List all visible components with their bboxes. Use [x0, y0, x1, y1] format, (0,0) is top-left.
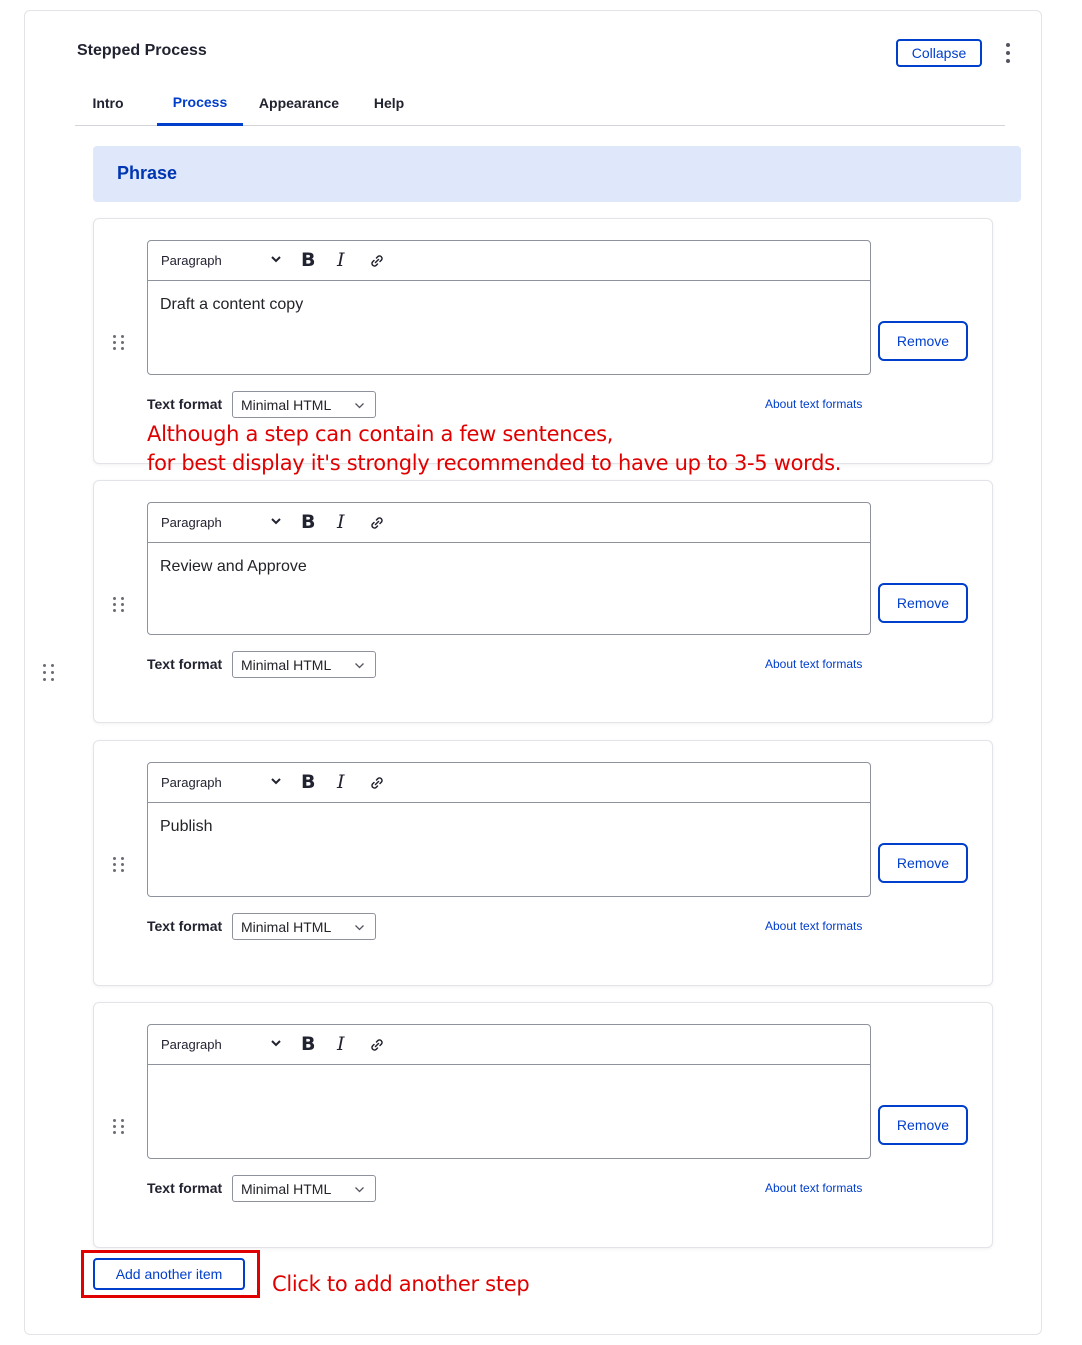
about-text-formats-link[interactable]: About text formats — [765, 657, 863, 671]
section-title: Phrase — [117, 163, 178, 183]
about-text-formats-link[interactable]: About text formats — [765, 397, 863, 411]
bold-button[interactable]: B — [301, 771, 316, 793]
tab-help[interactable]: Help — [373, 95, 405, 111]
tab-process[interactable]: Process — [157, 80, 243, 126]
paragraph-format-dropdown[interactable]: Paragraph — [161, 515, 222, 530]
editor-toolbar — [148, 763, 870, 803]
text-format-value: Minimal HTML — [241, 919, 332, 935]
editor-content[interactable]: Publish — [160, 818, 213, 835]
text-format-label: Text format — [147, 656, 223, 672]
editor-toolbar — [148, 1025, 870, 1065]
italic-button[interactable]: I — [337, 249, 345, 271]
editor-content[interactable]: Review and Approve — [160, 558, 307, 575]
panel-title: Stepped Process — [77, 42, 207, 59]
text-format-label: Text format — [147, 396, 223, 412]
drag-handle-icon[interactable] — [113, 1119, 125, 1134]
chevron-down-icon — [354, 922, 365, 933]
paragraph-format-dropdown[interactable]: Paragraph — [161, 1037, 222, 1052]
chevron-down-icon[interactable] — [270, 515, 282, 527]
tab-intro[interactable]: Intro — [92, 95, 124, 111]
tab-bar — [75, 80, 1005, 126]
rich-text-editor[interactable] — [147, 762, 871, 897]
remove-button[interactable]: Remove — [878, 843, 968, 883]
paragraph-format-dropdown[interactable]: Paragraph — [161, 253, 222, 268]
chevron-down-icon — [354, 660, 365, 671]
text-format-select[interactable] — [232, 651, 376, 678]
editor-toolbar — [148, 503, 870, 543]
paragraph-format-dropdown[interactable]: Paragraph — [161, 775, 222, 790]
text-format-label: Text format — [147, 918, 223, 934]
italic-button[interactable]: I — [337, 771, 345, 793]
bold-button[interactable]: B — [301, 249, 316, 271]
rich-text-editor[interactable] — [147, 240, 871, 375]
text-format-select[interactable] — [232, 1175, 376, 1202]
rich-text-editor[interactable] — [147, 502, 871, 635]
drag-handle-icon[interactable] — [43, 664, 55, 682]
annotation-line: Although a step can contain a few sentences, — [147, 422, 614, 446]
about-text-formats-link[interactable]: About text formats — [765, 1181, 863, 1195]
editor-content[interactable]: Draft a content copy — [160, 296, 304, 313]
text-format-value: Minimal HTML — [241, 1181, 332, 1197]
drag-handle-icon[interactable] — [113, 597, 125, 612]
add-step-annotation: Click to add another step — [272, 1272, 530, 1296]
chevron-down-icon[interactable] — [270, 1037, 282, 1049]
text-format-label: Text format — [147, 1180, 223, 1196]
chevron-down-icon[interactable] — [270, 775, 282, 787]
chevron-down-icon — [354, 400, 365, 411]
section-header — [93, 146, 1021, 202]
drag-handle-icon[interactable] — [113, 335, 125, 350]
annotation-line: for best display it's strongly recommended to have up to 3-5 words. — [147, 451, 842, 475]
text-format-value: Minimal HTML — [241, 397, 332, 413]
text-format-select[interactable] — [232, 391, 376, 418]
italic-button[interactable]: I — [337, 511, 345, 533]
chevron-down-icon[interactable] — [270, 253, 282, 265]
text-format-select[interactable] — [232, 913, 376, 940]
list-item — [93, 740, 993, 986]
remove-button[interactable]: Remove — [878, 583, 968, 623]
italic-button[interactable]: I — [337, 1033, 345, 1055]
list-item — [93, 1002, 993, 1248]
add-another-item-button[interactable]: Add another item — [93, 1258, 245, 1290]
remove-button[interactable]: Remove — [878, 1105, 968, 1145]
editor-toolbar — [148, 241, 870, 281]
link-icon[interactable] — [368, 514, 386, 532]
step-length-annotation — [147, 420, 841, 478]
list-item — [93, 480, 993, 723]
drag-handle-icon[interactable] — [113, 857, 125, 872]
link-icon[interactable] — [368, 1036, 386, 1054]
link-icon[interactable] — [368, 774, 386, 792]
bold-button[interactable]: B — [301, 511, 316, 533]
chevron-down-icon — [354, 1184, 365, 1195]
rich-text-editor[interactable] — [147, 1024, 871, 1159]
collapse-button[interactable]: Collapse — [896, 39, 982, 67]
remove-button[interactable]: Remove — [878, 321, 968, 361]
about-text-formats-link[interactable]: About text formats — [765, 919, 863, 933]
link-icon[interactable] — [368, 252, 386, 270]
tab-appearance[interactable]: Appearance — [258, 95, 340, 111]
text-format-value: Minimal HTML — [241, 657, 332, 673]
more-actions-icon[interactable] — [1000, 43, 1016, 63]
bold-button[interactable]: B — [301, 1033, 316, 1055]
